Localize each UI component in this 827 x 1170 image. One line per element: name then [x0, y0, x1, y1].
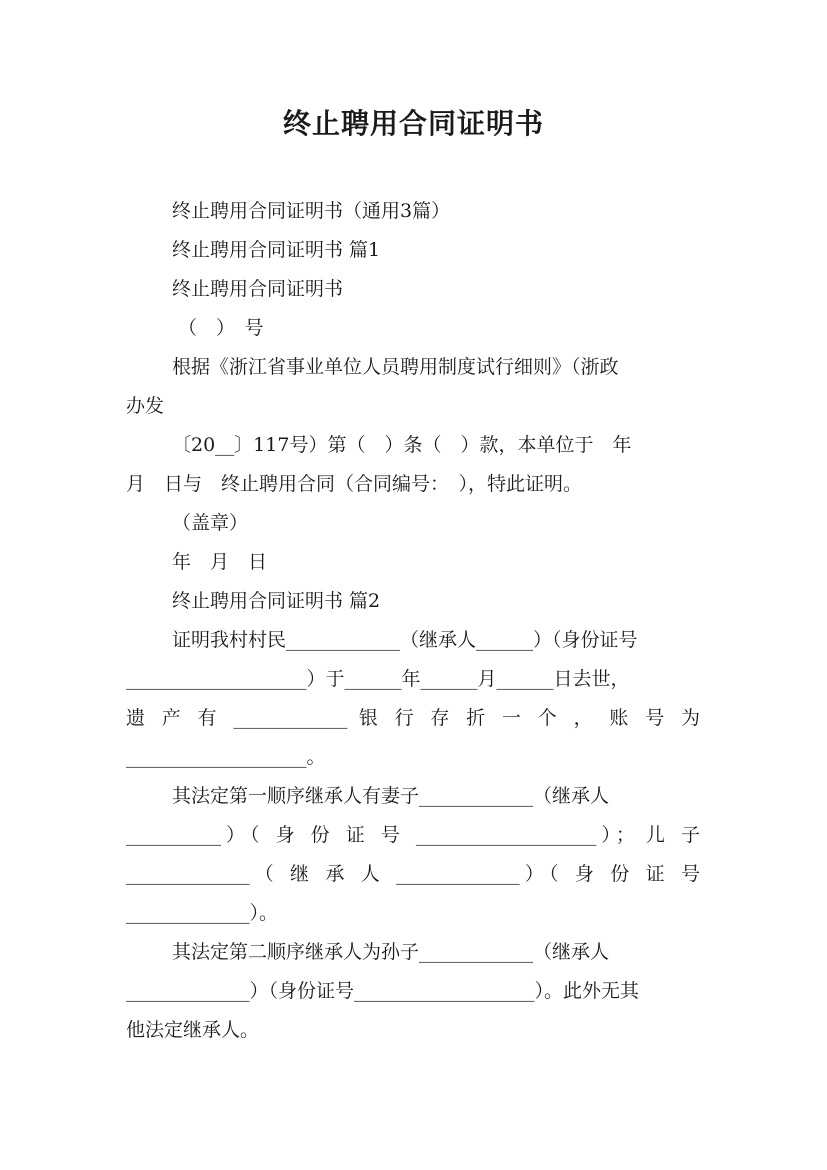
doc-line-paragraph: _____________）。 [126, 902, 279, 924]
doc-line-paragraph: __________）（ 身 份 证 号 ___________________）； 儿 子 [126, 824, 700, 846]
doc-line-paragraph: 他法定继承人。 [126, 1019, 260, 1041]
doc-line-seal: （盖章） [172, 512, 249, 534]
doc-line-heading: 终止聘用合同证明书 [172, 278, 344, 300]
doc-line-paragraph: _____________（ 继 承 人 _____________）（ 身 份 证 号 [126, 863, 700, 885]
doc-line-paragraph: ___________________。 [126, 746, 326, 768]
doc-line-section-1: 终止聘用合同证明书 篇1 [172, 239, 381, 261]
doc-line-paragraph: 月 日与 终止聘用合同（合同编号： ），特此证明。 [126, 473, 583, 495]
doc-line-subtitle: 终止聘用合同证明书（通用3篇） [172, 200, 451, 222]
doc-line-paragraph: 其法定第二顺序继承人为孙子____________（继承人 [172, 941, 610, 963]
doc-line-section-2: 终止聘用合同证明书 篇2 [172, 590, 381, 612]
doc-line-number: （ ） 号 [178, 317, 264, 339]
doc-line-date: 年 月 日 [172, 551, 268, 573]
doc-line-paragraph: _____________）（身份证号___________________）。此外无其 [126, 980, 640, 1002]
doc-line-paragraph: ___________________）于______年______月______日去世， [126, 668, 630, 690]
document-title: 终止聘用合同证明书 [282, 107, 544, 140]
doc-line-paragraph: 其法定第一顺序继承人有妻子____________（继承人 [172, 785, 610, 807]
doc-line-paragraph: 〔20__〕117号）第（ ）条（ ）款，本单位于 年 [172, 434, 632, 456]
doc-line-paragraph: 办发 [126, 395, 165, 417]
doc-line-paragraph: 根据《浙江省事业单位人员聘用制度试行细则》（浙政 [172, 356, 619, 378]
doc-line-paragraph: 遗 产 有 ____________ 银 行 存 折 一 个 ， 账 号 为 [126, 707, 700, 729]
doc-line-paragraph: 证明我村村民____________（继承人______）（身份证号 [172, 629, 638, 651]
